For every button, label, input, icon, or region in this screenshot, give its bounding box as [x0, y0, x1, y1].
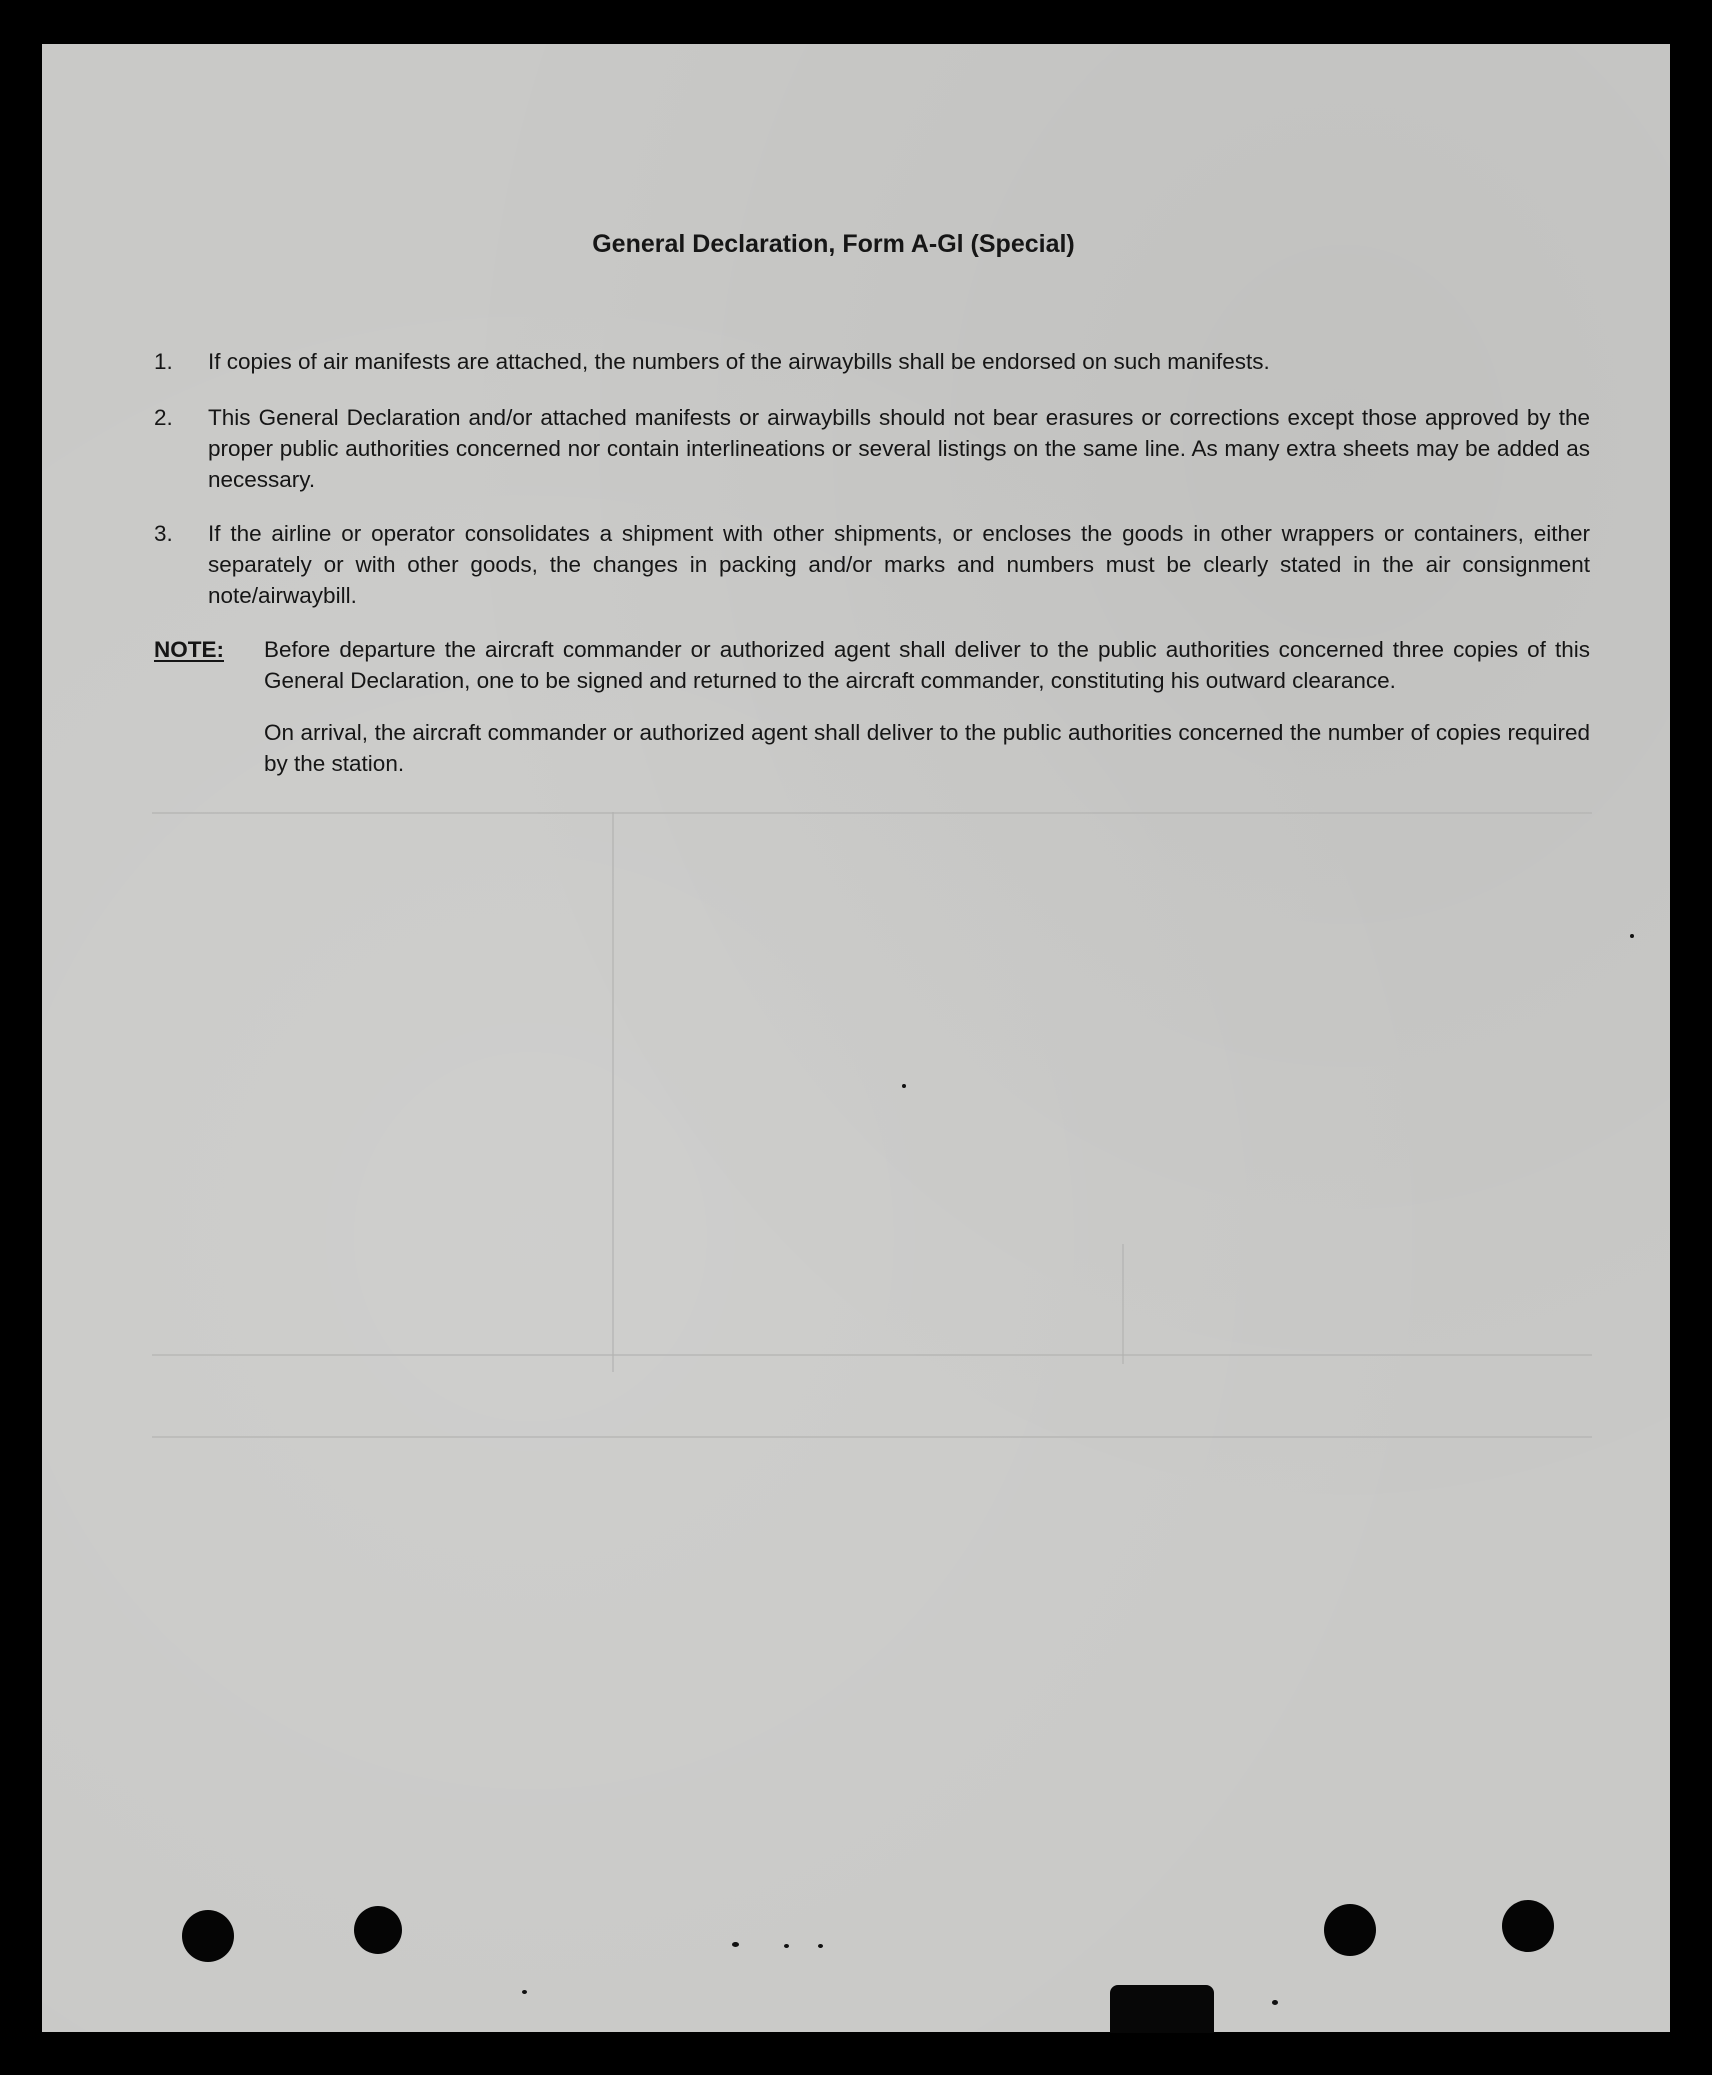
- bleed-through-rule: [612, 812, 614, 1372]
- item-text: This General Declaration and/or attached manifests or airwaybills should not bear erasures or corrections except those approved by the proper public authorities concerned nor contain interlineations or several listings on the same line. As many extra sheets may be added as necessary.: [208, 405, 1590, 492]
- dust-speck: [784, 1944, 789, 1948]
- dust-speck: [522, 1990, 527, 1994]
- bleed-through-rule: [152, 812, 1592, 814]
- note-block: [154, 634, 1590, 779]
- item-text: If copies of air manifests are attached, the numbers of the airwaybills shall be endorsed on such manifests.: [208, 349, 1270, 374]
- item-number: 2.: [154, 405, 173, 430]
- dust-speck: [1630, 934, 1634, 938]
- item-number: 3.: [154, 521, 173, 546]
- bottom-binding-tab: [1110, 1985, 1214, 2033]
- punch-hole: [1502, 1900, 1554, 1952]
- bleed-through-rule: [152, 1354, 1592, 1356]
- note-paragraph: On arrival, the aircraft commander or authorized agent shall deliver to the public authorities concerned the number of copies required by the station.: [264, 720, 1590, 776]
- document-page: [42, 44, 1670, 2032]
- bleed-through-rule: [152, 1436, 1592, 1438]
- punch-hole: [1324, 1904, 1376, 1956]
- note-label: NOTE:: [154, 637, 224, 662]
- list-item: [154, 402, 1590, 495]
- dust-speck: [1272, 2000, 1278, 2005]
- list-item: [154, 346, 1590, 377]
- dust-speck: [732, 1942, 739, 1947]
- note-paragraph: Before departure the aircraft commander or authorized agent shall deliver to the public authorities concerned three copies of this General Declaration, one to be signed and returned to the aircraft commander, constituting his outward clearance.: [264, 637, 1590, 693]
- bleed-through-rule: [1122, 1244, 1124, 1364]
- list-item: [154, 518, 1590, 611]
- item-text: If the airline or operator consolidates a shipment with other shipments, or encloses the goods in other wrappers or containers, either separately or with other goods, the changes in packing and/or marks and numbers must be clearly stated in the air consignment note/airwaybill.: [208, 521, 1590, 608]
- page-title: General Declaration, Form A-Gl (Special): [592, 230, 1075, 258]
- dust-speck: [818, 1944, 823, 1948]
- item-number: 1.: [154, 349, 173, 374]
- punch-hole: [182, 1910, 234, 1962]
- punch-hole: [354, 1906, 402, 1954]
- dust-speck: [902, 1084, 906, 1088]
